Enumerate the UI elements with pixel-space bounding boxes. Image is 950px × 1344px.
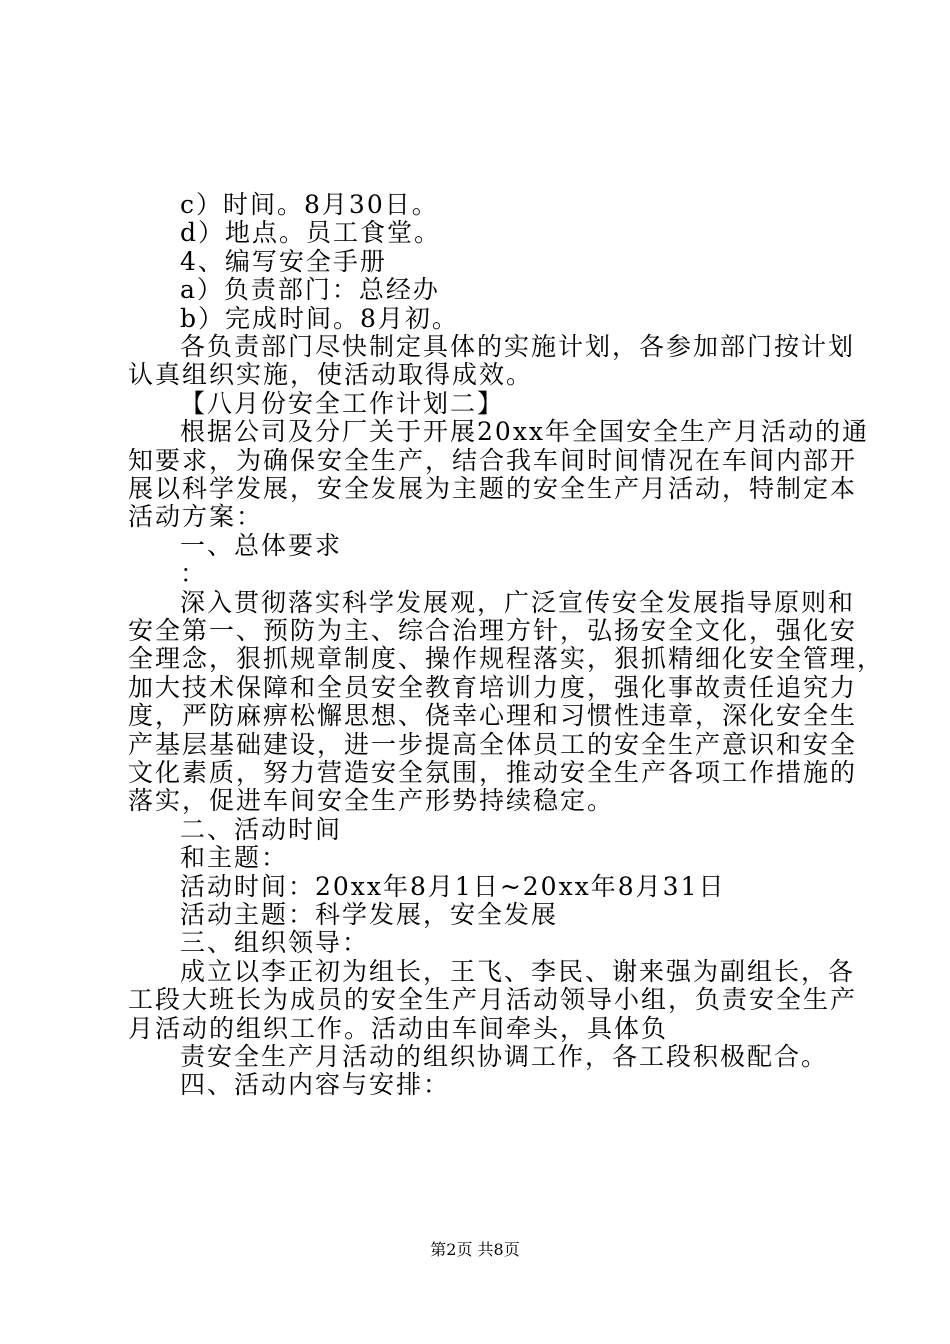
text-line: 工段大班长为成员的安全生产月活动领导小组，负责安全生产	[128, 985, 858, 1015]
text-line: 展以科学发展，安全发展为主题的安全生产月活动，特制定本	[128, 474, 858, 503]
text-line: 认真组织实施，使活动取得成效。	[128, 360, 534, 390]
text-line: ：	[180, 559, 208, 589]
section-heading: 二、活动时间	[180, 814, 343, 844]
text-line: b）完成时间。8月初。	[180, 303, 459, 333]
text-line: 文化素质，努力营造安全氛围，推动安全生产各项工作措施的	[128, 758, 858, 787]
text-line: 月活动的组织工作。活动由车间牵头，具体负	[128, 1013, 669, 1043]
section-heading: 四、活动内容与安排：	[180, 1070, 451, 1100]
text-line: 活动时间：20xx年8月1日~20xx年8月31日	[180, 871, 726, 901]
text-line: a）负责部门：总经办	[180, 275, 440, 305]
text-line: 深入贯彻落实科学发展观，广泛宣传安全发展指导原则和	[180, 587, 856, 617]
text-line: 成立以李正初为组长，王飞、李民、谢来强为副组长，各	[180, 956, 856, 986]
text-line: 责安全生产月活动的组织协调工作，各工段积极配合。	[180, 1042, 829, 1071]
text-line: 4、编写安全手册	[180, 246, 387, 276]
text-line: 知要求，为确保安全生产，结合我车间时间情况在车间内部开	[128, 445, 858, 475]
section-heading: 一、总体要求	[180, 530, 343, 560]
text-line: 全理念，狠抓规章制度、操作规程落实，狠抓精细化安全管理，	[128, 644, 885, 674]
section-heading: 【八月份安全工作计划二】	[180, 388, 505, 418]
text-line: d）地点。员工食堂。	[180, 218, 442, 248]
text-line: 安全第一、预防为主、综合治理方针，弘扬安全文化，强化安	[128, 616, 858, 645]
text-line: 加大技术保障和全员安全教育培训力度，强化事故责任追究力	[128, 672, 858, 702]
section-heading: 三、组织领导：	[180, 928, 370, 958]
text-line: 活动方案：	[128, 502, 264, 532]
text-line: 度，严防麻痹松懈思想、侥幸心理和习惯性违章，深化安全生	[128, 701, 858, 731]
text-line: c）时间。8月30日。	[180, 190, 439, 219]
page-footer: 第2页 共8页	[430, 1240, 520, 1259]
text-line: 落实，促进车间安全生产形势持续稳定。	[128, 786, 615, 816]
text-line: 产基层基础建设，进一步提高全体员工的安全生产意识和安全	[128, 729, 858, 759]
text-line: 各负责部门尽快制定具体的实施计划，各参加部门按计划	[180, 332, 856, 361]
text-line: 根据公司及分厂关于开展20xx年全国安全生产月活动的通	[180, 417, 870, 447]
text-line: 活动主题：科学发展，安全发展	[180, 900, 559, 929]
text-line: 和主题：	[180, 843, 289, 873]
